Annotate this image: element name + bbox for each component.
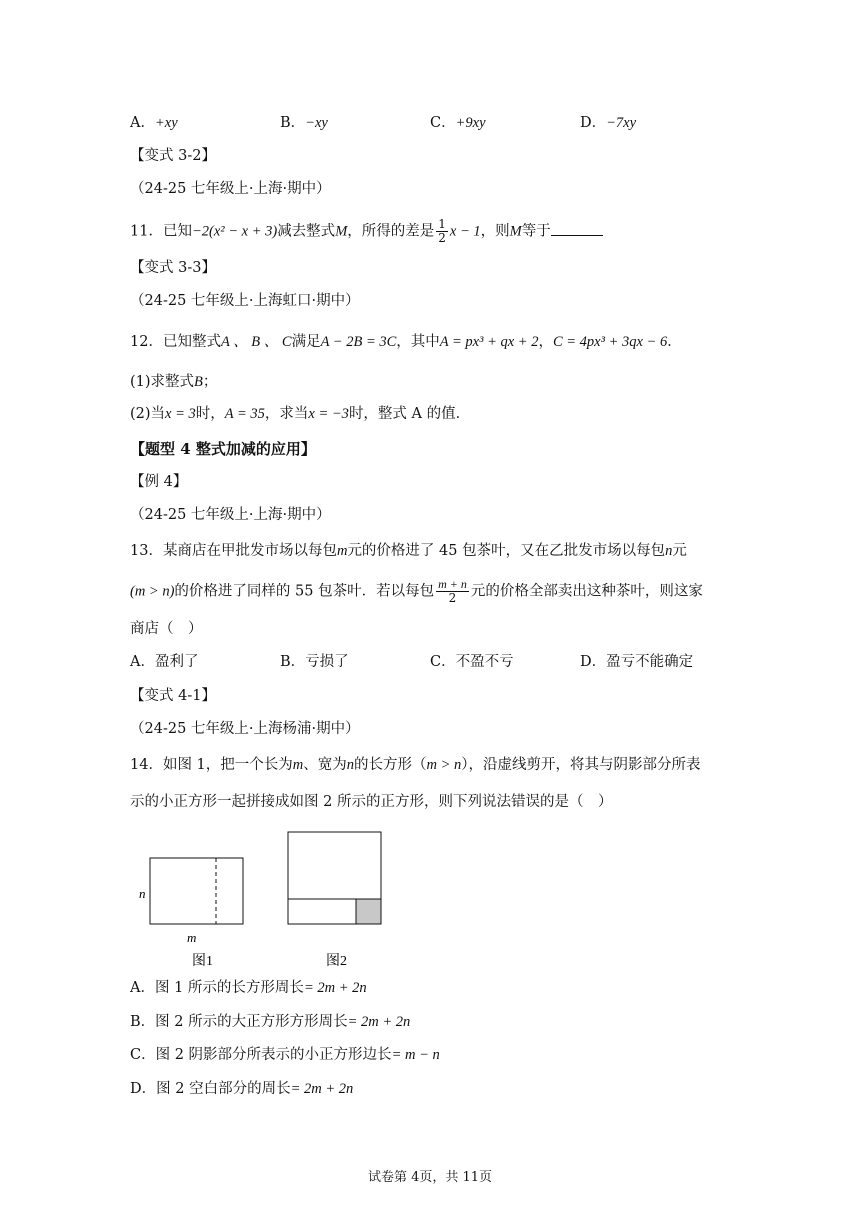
q10-option-c: [430, 113, 486, 133]
variant-4-1-heading: 【变式 4-1】: [130, 688, 216, 704]
option-text: 亏损了: [305, 654, 349, 670]
figure-1-rectangle: [150, 858, 243, 924]
option-text: 图 2 阴影部分所表示的小正方形边长: [155, 1047, 392, 1063]
q12-a-value: A = 35: [224, 406, 265, 422]
q12-text: 满足: [291, 334, 321, 350]
q12-x-value: x = −3: [308, 406, 349, 422]
fraction-numerator: 1: [438, 217, 446, 231]
q11-var-m: M: [335, 223, 348, 240]
q12-x-value: x = 3: [165, 406, 196, 422]
option-expr: = 2m + 2n: [347, 1014, 411, 1030]
example-4-heading: 【例 4】: [130, 474, 188, 490]
figure-2: [288, 832, 381, 969]
option-label: D．: [130, 1081, 157, 1097]
option-label: A．: [130, 115, 155, 131]
q14-text: 14．如图 1，把一个长为: [130, 757, 293, 773]
q10-option-d: [580, 113, 636, 133]
question-13-line-3: 商店（ ）: [130, 621, 203, 637]
q13-text: 的价格进了同样的 55 包茶叶．若以每包: [174, 583, 435, 600]
option-text: 盈亏不能确定: [606, 654, 694, 670]
q13-fraction: [436, 578, 469, 605]
option-label: C．: [430, 115, 456, 131]
q13-condition: (m > n): [130, 583, 175, 600]
q12-vars: A 、 B 、 C: [220, 334, 292, 350]
variant-3-3-heading: 【变式 3-3】: [130, 260, 216, 276]
q14-condition: m > n: [426, 757, 462, 773]
question-12-part-1: [130, 372, 217, 392]
q13-option-d: [580, 652, 693, 672]
q14-figures: [130, 826, 400, 971]
q11-tail-expression: x − 1: [449, 223, 481, 240]
q14-option-d: [130, 1079, 353, 1099]
option-label: D．: [580, 654, 607, 670]
question-14-line-2: 示的小正方形一起拼接成如图 2 所示的正方形，则下列说法错误的是（ ）: [130, 794, 613, 810]
q14-option-c: [130, 1045, 440, 1065]
option-value: +xy: [154, 115, 178, 131]
q13-text: 元的价格全部卖出这种茶叶，则这家: [470, 583, 703, 600]
q13-var-n: n: [665, 543, 673, 559]
q11-text: ，则: [480, 223, 510, 240]
option-label: B．: [280, 654, 306, 670]
figure-1-side-label: n: [139, 886, 146, 901]
option-value: −7xy: [606, 115, 637, 131]
type-4-heading: 【题型 4 整式加减的应用】: [130, 440, 316, 458]
q10-option-b: [280, 113, 328, 133]
q11-fraction: [436, 218, 448, 245]
option-value: +9xy: [455, 115, 486, 131]
example-4-source: （24-25 七年级上·上海·期中）: [130, 507, 331, 523]
q14-var-m: m: [292, 757, 304, 773]
question-11: [130, 218, 603, 245]
option-text: 图 2 所示的大正方形方形周长: [155, 1014, 348, 1030]
question-13-line-1: [130, 541, 687, 561]
q13-text: 元: [672, 543, 687, 559]
q12-expr-a: A = px³ + qx + 2: [439, 334, 539, 350]
figure-2-caption: 图2: [326, 954, 347, 969]
option-text: 图 2 空白部分的周长: [156, 1081, 291, 1097]
option-value: −xy: [305, 115, 328, 131]
q12-text: 12．已知整式: [130, 334, 221, 350]
q11-text: 减去整式: [277, 223, 336, 240]
option-label: A．: [130, 654, 155, 670]
option-label: A．: [130, 980, 155, 996]
question-14-line-1: [130, 755, 701, 775]
option-label: C．: [130, 1047, 156, 1063]
page-footer: 试卷第 4页，共 11页: [367, 1170, 493, 1185]
q14-option-a: [130, 978, 367, 998]
q11-prefix: 11．已知: [130, 223, 192, 240]
q11-text: ，所得的差是: [347, 223, 435, 240]
q14-text: 的长方形（: [354, 757, 427, 773]
fraction-denominator: 2: [448, 591, 457, 605]
fraction-numerator: m + n: [438, 577, 467, 591]
figure-1-bottom-label: m: [187, 930, 197, 945]
q14-var-n: n: [346, 757, 355, 773]
option-label: D．: [580, 115, 607, 131]
q12-text: ，其中: [396, 334, 440, 350]
q12-text: (1)求整式: [130, 374, 195, 390]
question-12: [130, 332, 682, 352]
q11-text: 等于: [521, 223, 551, 240]
q11-expression: −2(x² − x + 3): [191, 223, 278, 240]
q12-var-b: B: [194, 374, 203, 390]
q13-option-b: [280, 652, 349, 672]
question-13-line-2: [130, 578, 703, 605]
q12-expr-c: C = 4px³ + 3qx − 6: [552, 334, 668, 350]
q10-option-a: [130, 113, 178, 133]
q12-condition: A − 2B = 3C: [320, 334, 397, 350]
q12-text: ．: [667, 334, 682, 350]
q13-option-c: [430, 652, 514, 672]
answer-blank[interactable]: [551, 221, 603, 236]
option-text: 不盈不亏: [455, 654, 514, 670]
variant-4-1-source: （24-25 七年级上·上海杨浦·期中）: [130, 721, 360, 737]
figure-2-shaded-square: [356, 899, 381, 924]
option-label: C．: [430, 654, 456, 670]
option-expr: = 2m + 2n: [290, 1081, 354, 1097]
q12-text: ，求当: [264, 406, 309, 422]
option-text: 盈利了: [154, 654, 199, 670]
q14-text: ），沿虚线剪开，将其与阴影部分所表: [461, 757, 701, 773]
figure-1: [139, 858, 243, 969]
variant-3-3-source: （24-25 七年级上·上海虹口·期中）: [130, 293, 360, 309]
q13-text: 13．某商店在甲批发市场以每包: [130, 543, 337, 559]
option-label: B．: [280, 115, 306, 131]
q12-text: 时，整式 A 的值．: [348, 406, 471, 422]
fraction-denominator: 2: [438, 231, 446, 245]
q13-text: 元的价格进了 45 包茶叶，又在乙批发市场以每包: [347, 543, 666, 559]
q12-text: 时，: [195, 406, 225, 422]
q11-var-m: M: [509, 223, 522, 240]
q14-text: 、宽为: [303, 757, 347, 773]
q13-option-a: [130, 652, 198, 672]
variant-3-2-heading: 【变式 3-2】: [130, 148, 216, 164]
variant-3-2-source: （24-25 七年级上·上海·期中）: [130, 181, 331, 197]
q12-text: ，: [538, 334, 553, 350]
option-text: 图 1 所示的长方形周长: [154, 980, 304, 996]
option-expr: = 2m + 2n: [303, 980, 367, 996]
option-label: B．: [130, 1014, 156, 1030]
question-12-part-2: [130, 404, 470, 424]
figure-1-caption: 图1: [192, 954, 213, 969]
q12-text: (2)当: [130, 406, 166, 422]
q14-option-b: [130, 1012, 410, 1032]
q12-text: ；: [202, 374, 218, 390]
option-expr: = m − n: [391, 1047, 440, 1063]
q13-var-m: m: [336, 543, 348, 559]
